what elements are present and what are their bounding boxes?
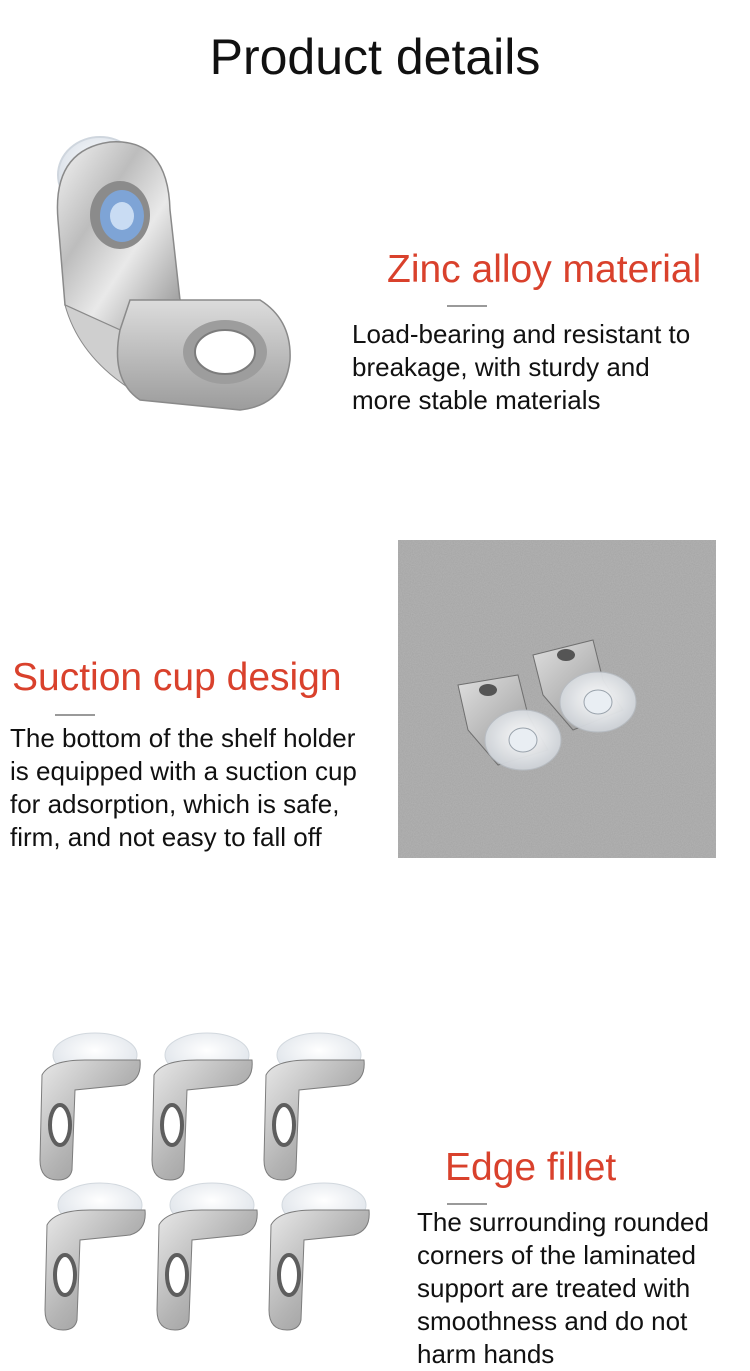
section-1-desc-line: Load-bearing and resistant to: [352, 319, 691, 349]
section-3-description: [417, 1206, 709, 1371]
shelf-bracket-icon: [30, 130, 300, 420]
zinc-bracket-image: [30, 130, 300, 420]
section-1-divider: [447, 305, 487, 307]
section-1-desc-line: more stable materials: [352, 385, 601, 415]
section-3-desc-line: support are treated with: [417, 1273, 691, 1303]
section-1-desc-line: breakage, with sturdy and: [352, 352, 650, 382]
granite-brackets-image: [398, 540, 716, 858]
section-3-desc-line: smoothness and do not: [417, 1306, 688, 1336]
section-2-desc-line: The bottom of the shelf holder: [10, 723, 356, 753]
section-1-title: Zinc alloy material: [387, 248, 702, 291]
section-3-desc-line: corners of the laminated: [417, 1240, 696, 1270]
section-2-divider: [55, 714, 95, 716]
section-2-desc-line: is equipped with a suction cup: [10, 756, 357, 786]
bracket-grid-icon: [30, 1030, 380, 1350]
suction-cup-photo: [398, 540, 716, 858]
section-3-divider: [447, 1203, 487, 1205]
edge-fillet-image: [30, 1030, 380, 1350]
page-title: Product details: [209, 29, 541, 85]
section-3-title: Edge fillet: [445, 1146, 617, 1189]
section-2-desc-line: for adsorption, which is safe,: [10, 789, 340, 819]
section-2-title: Suction cup design: [12, 656, 342, 699]
section-2-description: [10, 722, 357, 854]
section-3-desc-line: harm hands: [417, 1339, 555, 1369]
section-3-desc-line: The surrounding rounded: [417, 1207, 709, 1237]
section-2-desc-line: firm, and not easy to fall off: [10, 822, 322, 852]
section-1-description: [352, 318, 690, 417]
